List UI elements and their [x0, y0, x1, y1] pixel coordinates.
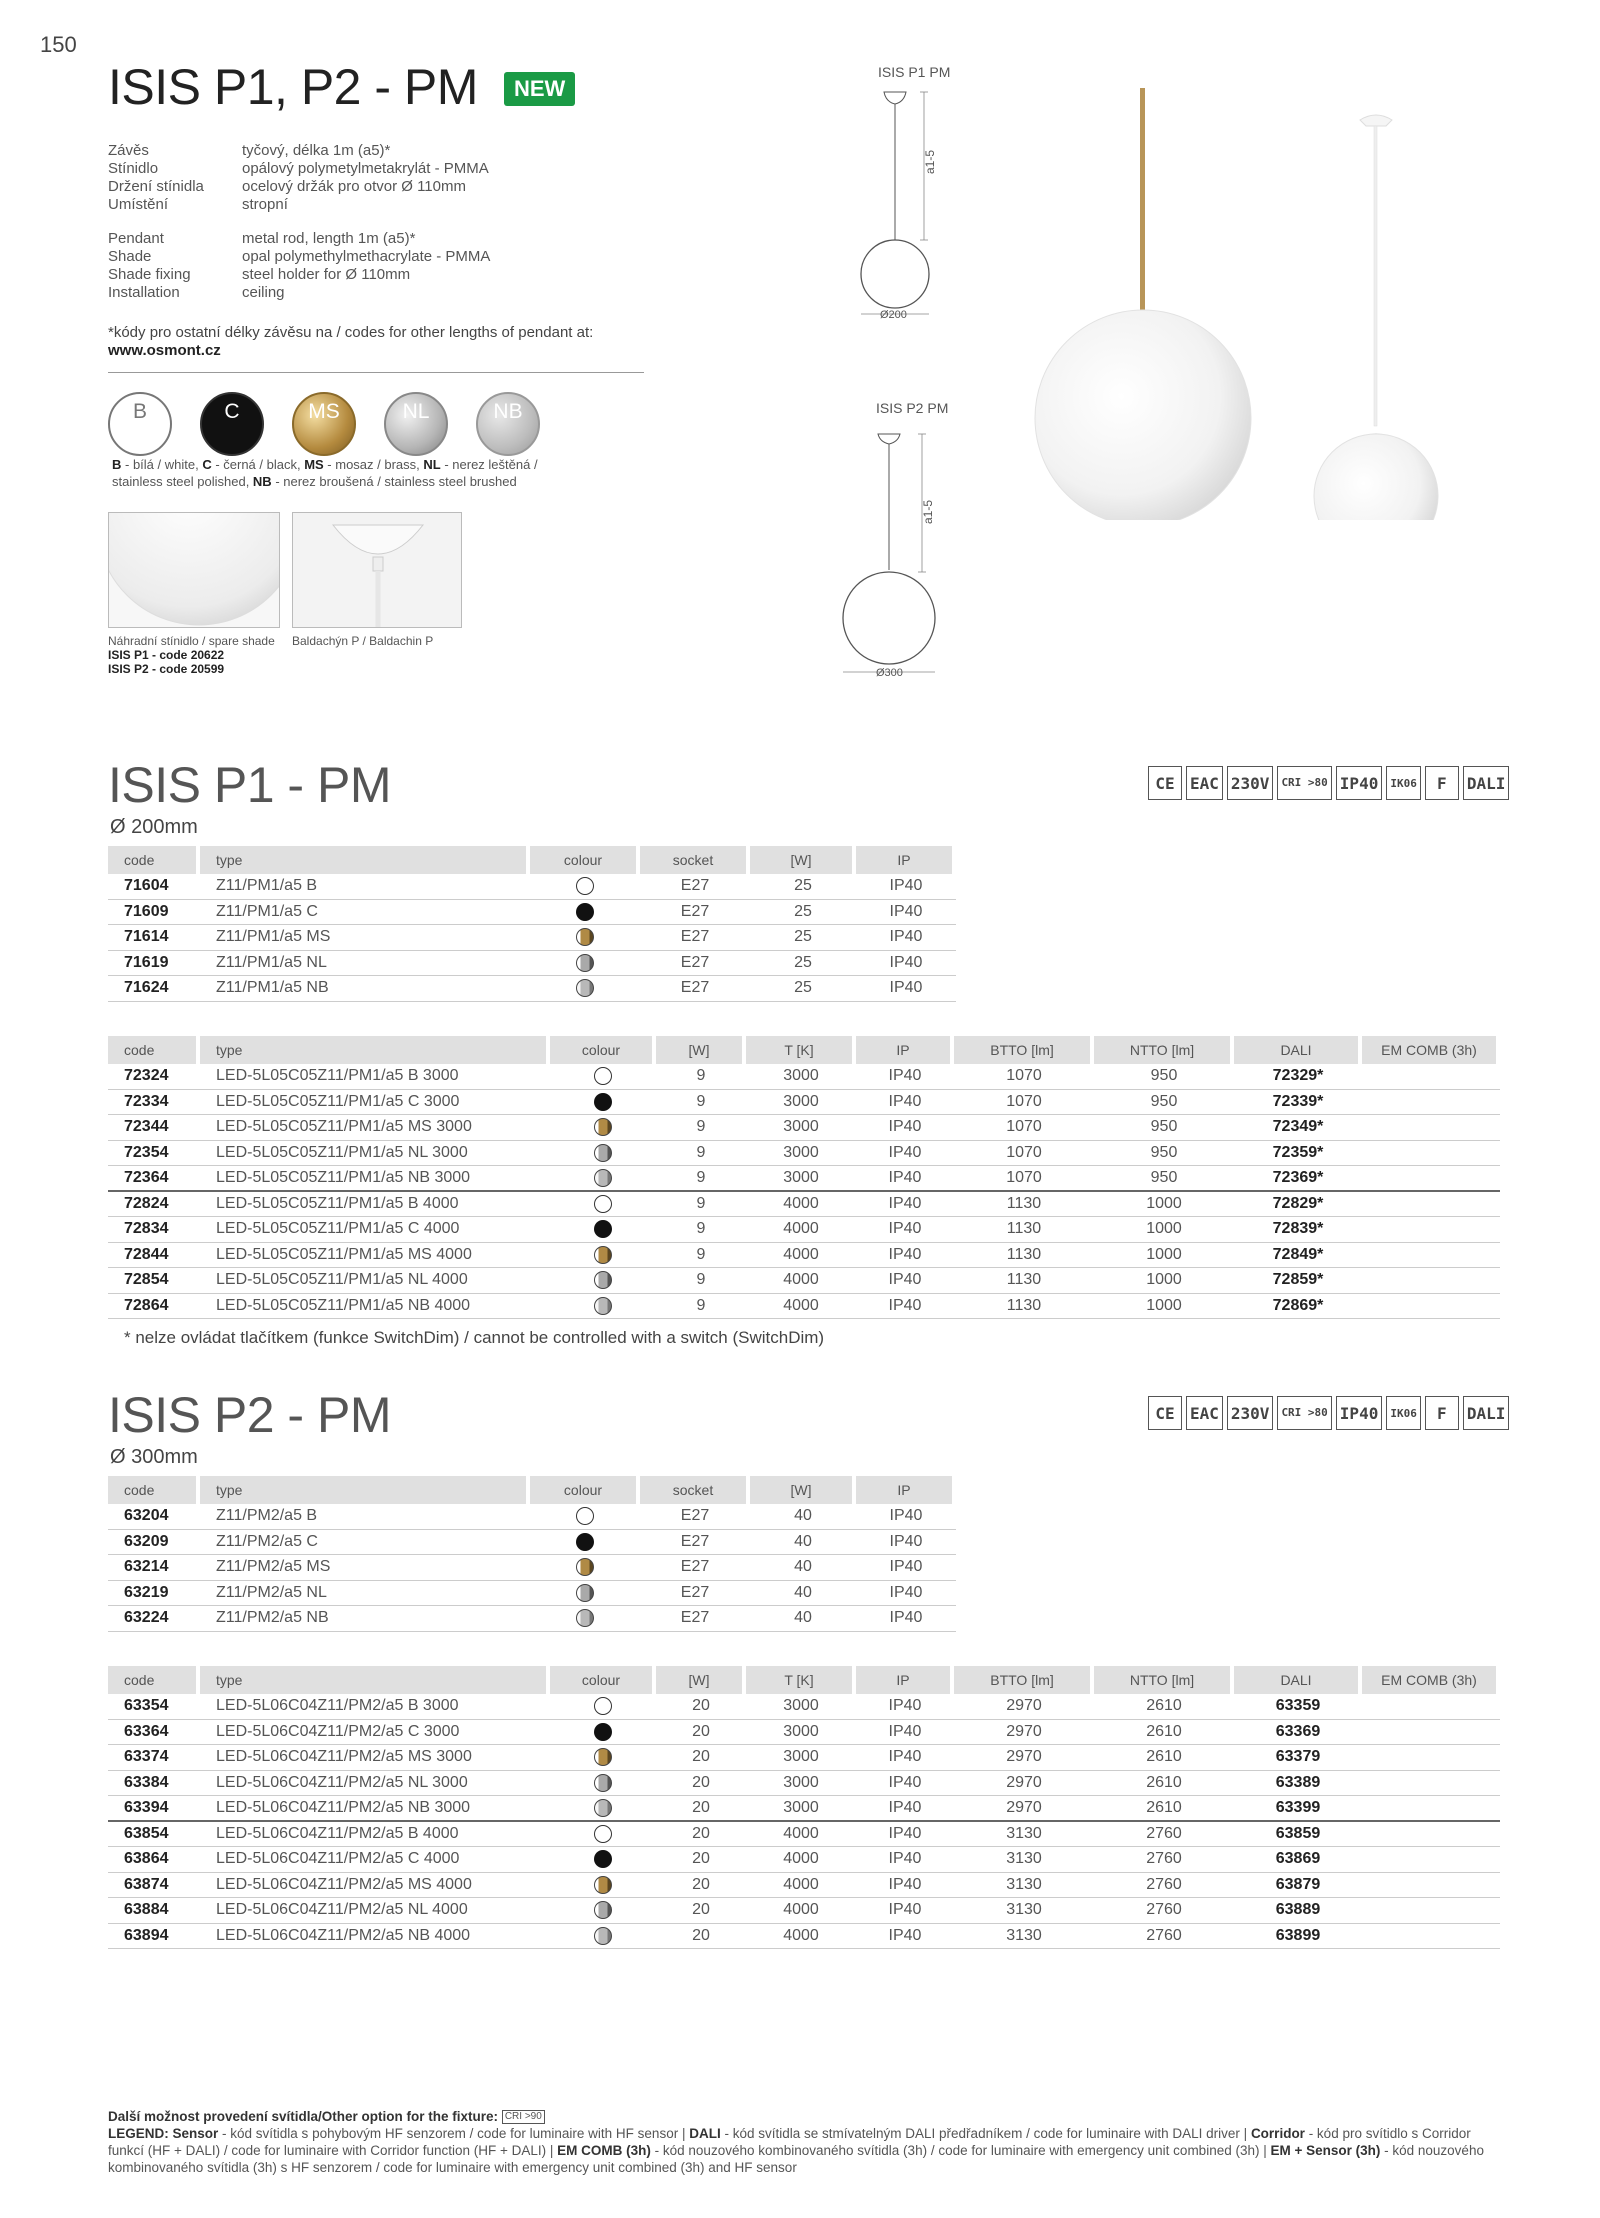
colour-black-icon	[576, 1533, 594, 1551]
colour-brass-icon	[594, 1748, 612, 1766]
p1-diameter: Ø 200mm	[110, 816, 198, 838]
divider	[108, 372, 644, 373]
p1-section-title: ISIS P1 - PM	[108, 757, 391, 813]
drawing-p1	[850, 84, 950, 324]
ik-rating-icon: IK06	[1386, 1396, 1421, 1430]
p2-section-title: ISIS P2 - PM	[108, 1387, 391, 1443]
table-row: 63884 LED-5L06C04Z11/PM2/a5 NL 4000 20 4000 IP40 3130 2760 63889	[108, 1898, 1500, 1924]
drawing-p2-diameter: Ø300	[876, 667, 903, 679]
colour-steel-polished-icon	[594, 1271, 612, 1289]
drawing-p2-dim: a1-5	[921, 499, 935, 524]
spec-row: Závěs tyčový, délka 1m (a5)*	[108, 142, 391, 159]
drawing-p1-label: ISIS P1 PM	[878, 64, 951, 80]
page-number: 150	[40, 32, 77, 57]
table-row: 63219 Z11/PM2/a5 NL E27 40 IP40	[108, 1581, 956, 1607]
eac-mark-icon: EAC	[1186, 766, 1223, 800]
colour-black-icon	[594, 1093, 612, 1111]
colour-brass-icon	[594, 1876, 612, 1894]
colour-steel-brushed-icon	[576, 1609, 594, 1627]
spare-shade-image	[108, 512, 280, 628]
new-badge: NEW	[504, 72, 575, 106]
table-row: 71609 Z11/PM1/a5 C E27 25 IP40	[108, 900, 956, 926]
colour-steel-brushed-icon	[576, 979, 594, 997]
colour-white-icon	[594, 1195, 612, 1213]
table-header: code type colour socket [W] IP	[108, 846, 956, 874]
drawing-p1-dim: a1-5	[923, 149, 937, 174]
table-row: 63384 LED-5L06C04Z11/PM2/a5 NL 3000 20 3000 IP40 2970 2610 63389	[108, 1771, 1500, 1797]
table-row: 71624 Z11/PM1/a5 NB E27 25 IP40	[108, 976, 956, 1002]
eac-mark-icon: EAC	[1186, 1396, 1223, 1430]
ip-rating-icon: IP40	[1336, 1396, 1383, 1430]
voltage-icon: 230V	[1227, 1396, 1274, 1430]
colour-brass-icon	[594, 1118, 612, 1136]
table-row: 72854 LED-5L05C05Z11/PM1/a5 NL 4000 9 4000 IP40 1130 1000 72859*	[108, 1268, 1500, 1294]
p1-cert-icons	[1148, 766, 1509, 800]
colour-steel-brushed-icon	[594, 1799, 612, 1817]
spec-row: Umístění stropní	[108, 196, 288, 213]
swatch-legend: B - bílá / white, C - černá / black, MS - mosaz / brass, NL - nerez leštěná / stainless steel polished, NB - nerez broušená / stainless steel brushed	[112, 457, 538, 489]
legend: Další možnost provedení svítidla/Other option for the fixture: CRI >90 LEGEND: Sensor - kód svítidla s pohybovým HF senzorem / code for luminaire with HF sensor | DALI - kód svítidla se stmívatelným DALI předřadníkem / code for luminaire with DALI driver | Corridor - kód pro svítidlo s Corridor funkcí (HF + DALI) / code for luminaire with Corridor function (HF + DALI) | EM COMB (3h) - kód nouzového kombinovaného svítidla (3h) / code for luminaire with emergency unit combined (3h) | EM + Sensor (3h) - kód nouzového kombinovaného svítidla (3h) s HF senzorem / code for luminaire with emergency unit combined (3h) and HF sensor	[108, 2109, 1484, 2175]
baldachin-caption: Baldachýn P / Baldachin P	[292, 634, 434, 648]
cri-icon: CRI >80	[1277, 1396, 1331, 1430]
f-mark-icon: F	[1425, 766, 1459, 800]
specifications	[108, 142, 490, 302]
colour-brass-icon	[576, 928, 594, 946]
spec-row: Shade fixing steel holder for Ø 110mm	[108, 266, 411, 283]
drawing-p1-diameter: Ø200	[880, 309, 907, 321]
colour-steel-polished-icon	[594, 1774, 612, 1792]
table-row: 63204 Z11/PM2/a5 B E27 40 IP40	[108, 1504, 956, 1530]
spec-row: Stínidlo opálový polymetylmetakrylát - PMMA	[108, 160, 489, 177]
drawing-p2-label: ISIS P2 PM	[876, 400, 949, 416]
table-row: 63224 Z11/PM2/a5 NB E27 40 IP40	[108, 1606, 956, 1632]
spec-row: Shade opal polymethylmethacrylate - PMMA	[108, 248, 491, 265]
table-row: 63894 LED-5L06C04Z11/PM2/a5 NB 4000 20 4000 IP40 3130 2760 63899	[108, 1924, 1500, 1950]
swatch-black: C	[200, 392, 264, 456]
dali-icon: DALI	[1463, 1396, 1510, 1430]
spec-row: Pendant metal rod, length 1m (a5)*	[108, 230, 416, 247]
colour-white-icon	[576, 877, 594, 895]
table-header: code type colour [W] T [K] IP BTTO [lm] NTTO [lm] DALI EM COMB (3h)	[108, 1666, 1500, 1694]
colour-steel-brushed-icon	[594, 1297, 612, 1315]
spare-shade-caption: Náhradní stínidlo / spare shade ISIS P1 - code 20622 ISIS P2 - code 20599	[108, 634, 275, 676]
voltage-icon: 230V	[1227, 766, 1274, 800]
colour-white-icon	[594, 1697, 612, 1715]
colour-black-icon	[594, 1723, 612, 1741]
table-row: 72364 LED-5L05C05Z11/PM1/a5 NB 3000 9 3000 IP40 1070 950 72369*	[108, 1166, 1500, 1192]
baldachin-image	[292, 512, 462, 628]
ik-rating-icon: IK06	[1386, 766, 1421, 800]
product-photo	[1020, 60, 1520, 520]
drawing-p2	[836, 424, 956, 684]
table-row: 63864 LED-5L06C04Z11/PM2/a5 C 4000 20 4000 IP40 3130 2760 63869	[108, 1847, 1500, 1873]
table-row: 63874 LED-5L06C04Z11/PM2/a5 MS 4000 20 4000 IP40 3130 2760 63879	[108, 1873, 1500, 1899]
ce-mark-icon: CE	[1148, 1396, 1182, 1430]
spec-row: Installation ceiling	[108, 284, 285, 301]
table-row: 72824 LED-5L05C05Z11/PM1/a5 B 4000 9 4000 IP40 1130 1000 72829*	[108, 1192, 1500, 1218]
ip-rating-icon: IP40	[1336, 766, 1383, 800]
website-link[interactable]: www.osmont.cz	[108, 342, 221, 359]
lengths-note: *kódy pro ostatní délky závěsu na / codes for other lengths of pendant at: www.osmont.cz	[108, 324, 594, 359]
colour-white-icon	[594, 1825, 612, 1843]
colour-swatches	[108, 392, 540, 456]
colour-steel-polished-icon	[576, 954, 594, 972]
colour-white-icon	[576, 1507, 594, 1525]
table-row: 72844 LED-5L05C05Z11/PM1/a5 MS 4000 9 4000 IP40 1130 1000 72849*	[108, 1243, 1500, 1269]
table-row: 71619 Z11/PM1/a5 NL E27 25 IP40	[108, 951, 956, 977]
table-row: 71614 Z11/PM1/a5 MS E27 25 IP40	[108, 925, 956, 951]
table-header: code type colour [W] T [K] IP BTTO [lm] NTTO [lm] DALI EM COMB (3h)	[108, 1036, 1500, 1064]
spec-row: Držení stínidla ocelový držák pro otvor Ø 110mm	[108, 178, 466, 195]
colour-steel-brushed-icon	[594, 1169, 612, 1187]
table-row: 63374 LED-5L06C04Z11/PM2/a5 MS 3000 20 3000 IP40 2970 2610 63379	[108, 1745, 1500, 1771]
colour-black-icon	[594, 1220, 612, 1238]
table-row: 63854 LED-5L06C04Z11/PM2/a5 B 4000 20 4000 IP40 3130 2760 63859	[108, 1822, 1500, 1848]
table-row: 63394 LED-5L06C04Z11/PM2/a5 NB 3000 20 3000 IP40 2970 2610 63399	[108, 1796, 1500, 1822]
page-title: ISIS P1, P2 - PM	[108, 59, 478, 115]
f-mark-icon: F	[1425, 1396, 1459, 1430]
colour-steel-polished-icon	[594, 1144, 612, 1162]
p2-led-table	[108, 1666, 1500, 1949]
table-header: code type colour socket [W] IP	[108, 1476, 956, 1504]
cri-icon: CRI >80	[1277, 766, 1331, 800]
swatch-steel-polished: NL	[384, 392, 448, 456]
colour-black-icon	[594, 1850, 612, 1868]
ce-mark-icon: CE	[1148, 766, 1182, 800]
table-row: 63214 Z11/PM2/a5 MS E27 40 IP40	[108, 1555, 956, 1581]
dali-icon: DALI	[1463, 766, 1510, 800]
swatch-white: B	[108, 392, 172, 456]
table-row: 72344 LED-5L05C05Z11/PM1/a5 MS 3000 9 3000 IP40 1070 950 72349*	[108, 1115, 1500, 1141]
colour-brass-icon	[576, 1558, 594, 1576]
colour-brass-icon	[594, 1246, 612, 1264]
p1-led-table	[108, 1036, 1500, 1319]
colour-steel-brushed-icon	[594, 1927, 612, 1945]
swatch-brass: MS	[292, 392, 356, 456]
p2-diameter: Ø 300mm	[110, 1446, 198, 1468]
table-row: 72354 LED-5L05C05Z11/PM1/a5 NL 3000 9 3000 IP40 1070 950 72359*	[108, 1141, 1500, 1167]
table-row: 63209 Z11/PM2/a5 C E27 40 IP40	[108, 1530, 956, 1556]
swatch-steel-brushed: NB	[476, 392, 540, 456]
switchdim-footnote: * nelze ovládat tlačítkem (funkce SwitchDim) / cannot be controlled with a switch (SwitchDim)	[124, 1328, 825, 1347]
colour-black-icon	[576, 903, 594, 921]
p2-socket-table	[108, 1476, 956, 1632]
table-row: 63354 LED-5L06C04Z11/PM2/a5 B 3000 20 3000 IP40 2970 2610 63359	[108, 1694, 1500, 1720]
table-row: 63364 LED-5L06C04Z11/PM2/a5 C 3000 20 3000 IP40 2970 2610 63369	[108, 1720, 1500, 1746]
table-row: 72834 LED-5L05C05Z11/PM1/a5 C 4000 9 4000 IP40 1130 1000 72839*	[108, 1217, 1500, 1243]
colour-white-icon	[594, 1067, 612, 1085]
table-row: 72864 LED-5L05C05Z11/PM1/a5 NB 4000 9 4000 IP40 1130 1000 72869*	[108, 1294, 1500, 1320]
colour-steel-polished-icon	[576, 1584, 594, 1602]
table-row: 72324 LED-5L05C05Z11/PM1/a5 B 3000 9 3000 IP40 1070 950 72329*	[108, 1064, 1500, 1090]
colour-steel-polished-icon	[594, 1901, 612, 1919]
table-row: 71604 Z11/PM1/a5 B E27 25 IP40	[108, 874, 956, 900]
table-row: 72334 LED-5L05C05Z11/PM1/a5 C 3000 9 3000 IP40 1070 950 72339*	[108, 1090, 1500, 1116]
p2-cert-icons	[1148, 1396, 1509, 1430]
p1-socket-table	[108, 846, 956, 1002]
cri-90-icon: CRI >90	[502, 2110, 545, 2124]
